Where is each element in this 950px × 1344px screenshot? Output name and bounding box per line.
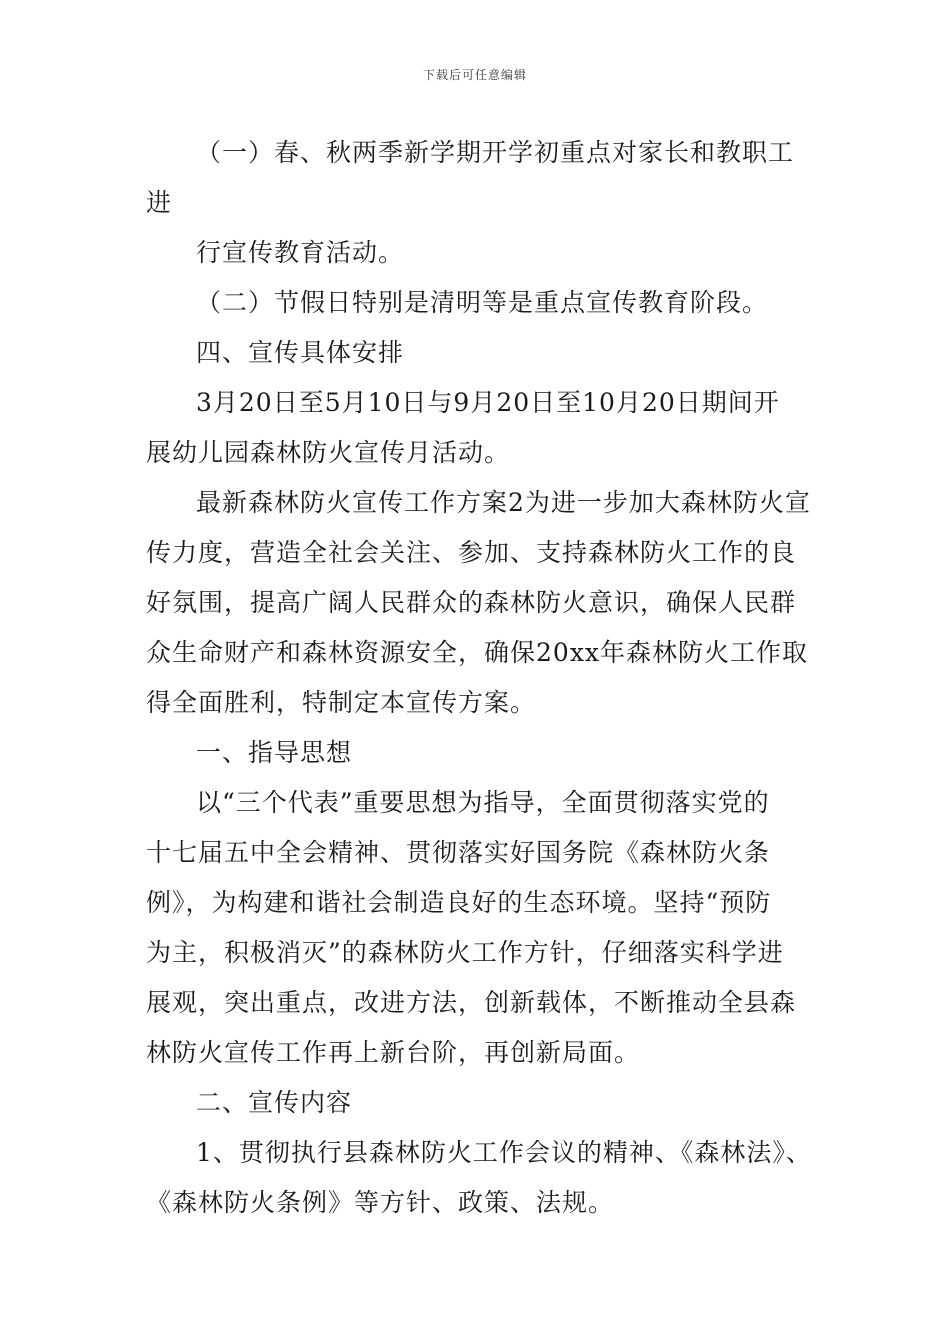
text-line: 3月20日至5月10日与9月20日至10月20日期间开 <box>196 388 780 417</box>
text-line: 以“三个代表”重要思想为指导，全面贯彻落实党的 <box>196 788 770 817</box>
text-line: 例》，为构建和谐社会制造良好的生态环境。坚持“预防 <box>146 888 772 917</box>
text-line: 为主，积极消灭”的森林防火工作方针，仔细落实科学进 <box>146 938 784 967</box>
text-line: 最新森林防火宣传工作方案2为进一步加大森林防火宣 <box>196 488 811 517</box>
text-line: 得全面胜利，特制定本宣传方案。 <box>146 688 537 717</box>
text-line: 十七届五中全会精神、贯彻落实好国务院《森林防火条 <box>146 838 771 867</box>
text-line: （二）节假日特别是清明等是重点宣传教育阶段。 <box>196 288 769 317</box>
text-line: 行宣传教育活动。 <box>196 238 405 267</box>
page-header: 下载后可任意编辑 <box>422 68 527 82</box>
text-line: 好氛围，提高广阔人民群众的森林防火意识，确保人民群 <box>146 588 797 617</box>
text-line: 1、贯彻执行县森林防火工作会议的精神、《森林法》、 <box>196 1138 812 1167</box>
text-line: 《森林防火条例》等方针、政策、法规。 <box>146 1188 615 1217</box>
text-line: 展观，突出重点，改进方法，创新载体，不断推动全县森 <box>146 988 797 1017</box>
text-line: 展幼儿园森林防火宣传月活动。 <box>146 438 511 467</box>
text-line: （一）春、秋两季新学期开学初重点对家长和教职工 <box>196 138 795 167</box>
text-line: 众生命财产和森林资源安全，确保20xx年森林防火工作取 <box>146 638 809 667</box>
section-heading: 四、宣传具体安排 <box>196 338 405 367</box>
section-heading: 二、宣传内容 <box>196 1088 353 1117</box>
text-line: 进 <box>146 188 173 217</box>
document-body <box>146 128 822 1228</box>
text-line: 林防火宣传工作再上新台阶，再创新局面。 <box>146 1038 641 1067</box>
text-line: 传力度，营造全社会关注、参加、支持森林防火工作的良 <box>146 538 797 567</box>
section-heading: 一、指导思想 <box>196 738 353 767</box>
